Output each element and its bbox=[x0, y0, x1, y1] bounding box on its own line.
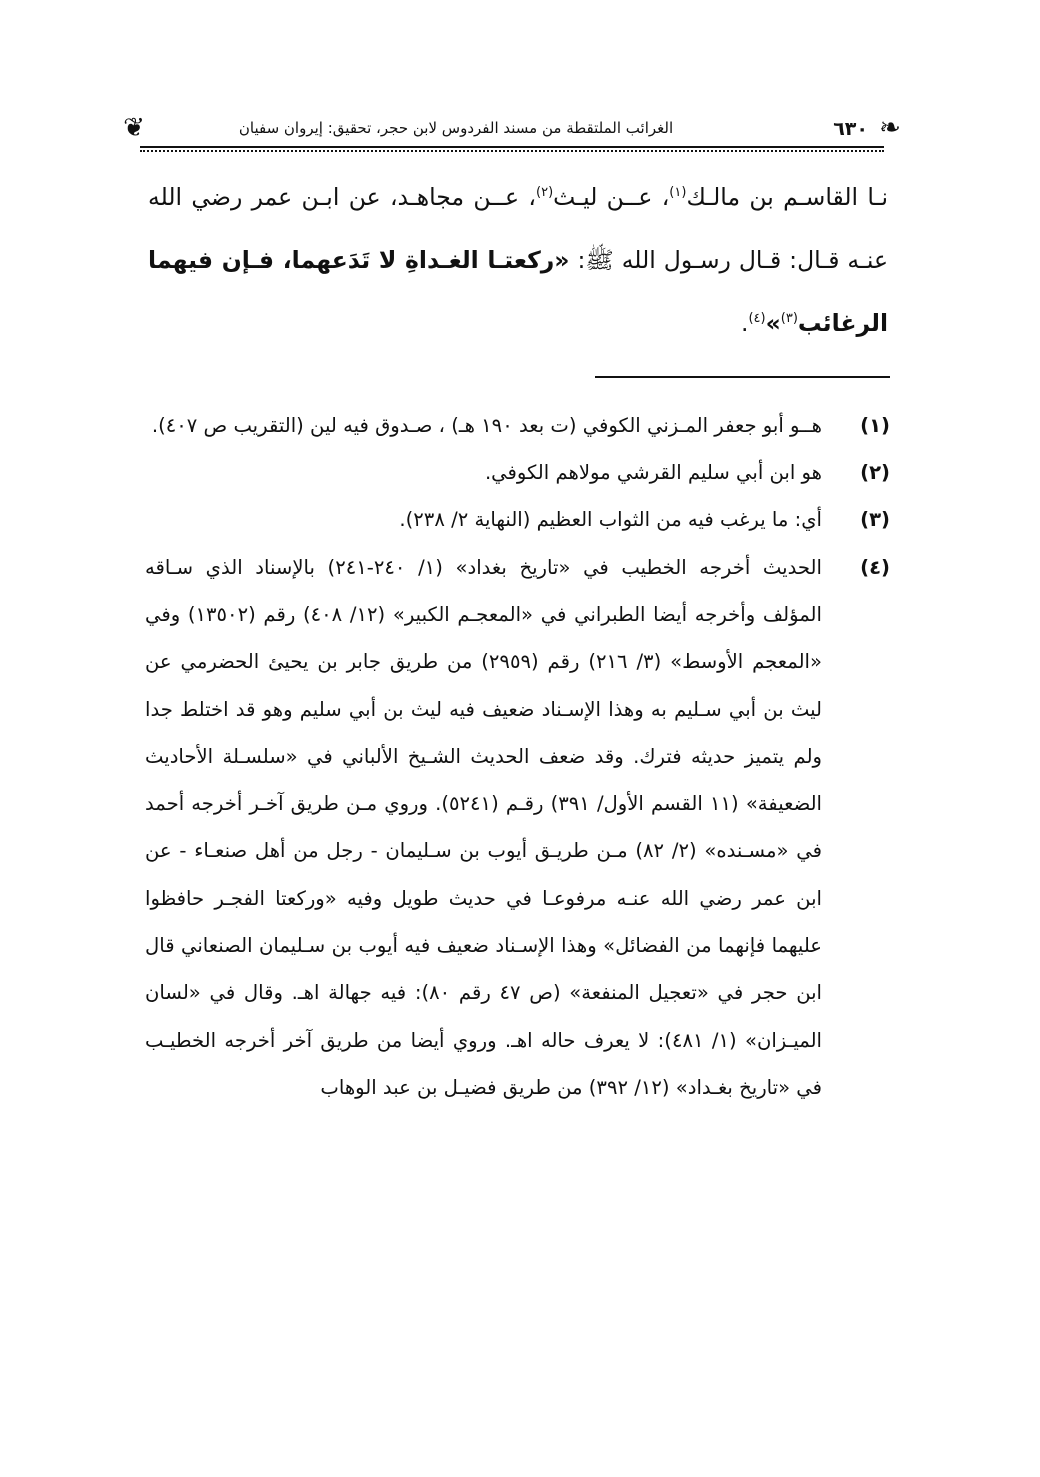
header-rule bbox=[140, 146, 884, 148]
page-number: ٦٣٠ bbox=[833, 118, 868, 140]
footnote-number: (٣) bbox=[860, 508, 890, 532]
page-header bbox=[118, 108, 906, 154]
floral-ornament-icon: ❧ bbox=[879, 113, 901, 143]
header-dotted-rule bbox=[140, 150, 884, 152]
footnote bbox=[145, 496, 890, 543]
floral-ornament-icon: ❦ bbox=[123, 113, 145, 143]
footnote-number: (٢) bbox=[860, 461, 890, 485]
footnote bbox=[145, 449, 890, 496]
footnotes bbox=[145, 402, 890, 1111]
footnote-text: هو ابن أبي سليم القرشي مولاهم الكوفي. bbox=[484, 461, 822, 485]
footnote bbox=[145, 402, 890, 449]
hadith-text: «ركعتـا الغـداةِ لا تَدَعهما، فـإن فيهما الرغائب bbox=[148, 246, 888, 337]
footnote-ref[interactable]: (١) bbox=[669, 185, 687, 201]
footnote-text: أي: ما يرغب فيه من الثواب العظيم (النهاية ٢/ ٢٣٨). bbox=[399, 508, 822, 532]
footnote bbox=[145, 544, 890, 1112]
footnote-separator bbox=[595, 376, 890, 378]
footnote-ref[interactable]: (٢) bbox=[536, 185, 554, 201]
footnote-number: (٤) bbox=[860, 555, 890, 579]
footnote-ref[interactable]: (٣) bbox=[780, 311, 798, 327]
footnote-text: الحديث أخرجه الخطيب في «تاريخ بغداد» (١/ ٢٤٠-٢٤١) بالإسناد الذي سـاقه المؤلف وأخرجه أيضا الطبراني في «المعجـم الكبير» (١٢/ ٤٠٨) رقم (١٣٥٠٢) وفي «المعجم الأوسط» (٣/ ٢١٦) رقم (٢٩٥٩) من طريق جابر بن يحيئ الحضرمي عن ليث بن أبي سـليم به وهذا الإسـناد ضعيف فيه ليث بن أبي سليم وهو قد اختلط جدا ولم يتميز حديثه فترك. وقد ضعف الحديث الشـيخ الألباني في «سلسـلة الأحاديث الضعيفة» (١١ القسم الأول/ ٣٩١) رقـم (٥٢٤١). وروي مـن طريق آخـر أخرجه أحمد في «مسـنده» (٢/ ٨٢) مـن طريـق أيوب بن سـليمان - رجل من أهل صنعـاء - عن ابن عمر رضي الله عنـه مرفوعـا في حديث طويل وفيه «وركعتا الفجـر حافظوا عليهما فإنهما من الفضائل» وهذا الإسـناد ضعيف فيه أيوب بن سـليمان الصنعاني قال ابن حجر في «تعجيل المنفعة» (ص ٤٧ رقم ٨٠): فيه جهالة اهـ. وقال في «لسان الميـزان» (١/ ٤٨١): لا يعرف حاله اهـ. وروي أيضا من طريق آخر أخرجه الخطيـب في «تاريخ بغـداد» (١٢/ ٣٩٢) من طريق فضيـل بن عبد الوهاب bbox=[145, 555, 823, 1099]
footnote-ref[interactable]: (٤) bbox=[748, 311, 766, 327]
footnote-number: (١) bbox=[860, 414, 890, 437]
running-title: الغرائب الملتقطة من مسند الفردوس لابن حجر، تحقيق: إيروان سفيان bbox=[238, 119, 674, 137]
main-text: نـا القاسـم بن مالـك$^{(١)}$، عــن ليـث$^{(٢)}$، عــن مجاهـد، عن ابـن عمر رضي الله عنـه قـال: قـال رسـول الله ﷺ: «ركعتـا الغـداةِ لا تَدَعهما، فـإن فيهما الرغائب$^{(٣)}$»$^{(٤)}$. bbox=[148, 183, 888, 337]
footnote-text: هــو أبو جعفر المـزني الكوفي (ت بعد ١٩٠ هـ) ، صـدوق فيه لين (التقريب ص ٤٠٧). bbox=[151, 414, 822, 437]
